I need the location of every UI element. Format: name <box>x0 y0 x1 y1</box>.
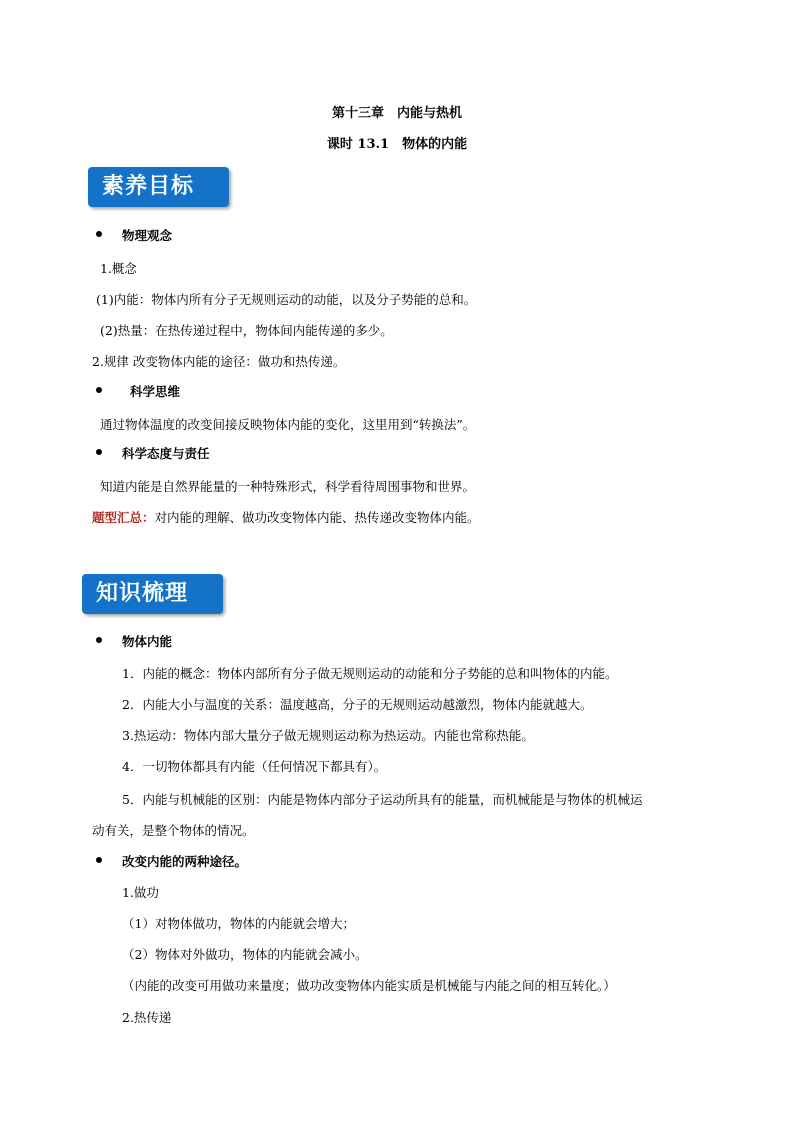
section-banner-knowledge-review: 知识梳理 <box>82 574 223 614</box>
summary-line <box>92 508 480 526</box>
chapter-title: 第十三章 内能与热机 <box>331 106 462 121</box>
concept-item-1: (1)内能：物体内所有分子无规则运动的动能，以及分子势能的总和。 <box>96 292 477 307</box>
attitude-text: 知道内能是自然界能量的一种特殊形式，科学看待周围事物和世界。 <box>100 479 476 494</box>
knowledge-item-5-line-1: 5．内能与机械能的区别：内能是物体内部分子运动所具有的能量，而机械能是与物体的机械运 <box>122 792 643 807</box>
bullet-title-internal-energy: 物体内能 <box>122 634 173 649</box>
bullet-icon <box>96 387 102 393</box>
knowledge-item-3: 3.热运动：物体内部大量分子做无规则运动称为热运动。内能也常称热能。 <box>122 728 534 743</box>
knowledge-item-2: 2．内能大小与温度的关系：温度越高，分子的无规则运动越激烈，物体内能就越大。 <box>122 697 593 712</box>
concept-label: 1.概念 <box>100 261 137 276</box>
summary-text: 对内能的理解、做功改变物体内能、热传递改变物体内能。 <box>154 510 480 525</box>
work-note: （内能的改变可用做功来量度；做功改变物体内能实质是机械能与内能之间的相互转化。） <box>122 978 616 993</box>
work-label: 1.做功 <box>122 885 159 900</box>
summary-label: 题型汇总： <box>92 510 155 525</box>
bullet-icon <box>96 857 102 863</box>
section-banner-literacy-goals: 素养目标 <box>88 167 229 207</box>
bullet-icon <box>96 449 102 455</box>
knowledge-item-1: 1．内能的概念：物体内部所有分子做无规则运动的动能和分子势能的总和叫物体的内能。 <box>122 666 618 681</box>
bullet-title-scientific-thinking: 科学思维 <box>130 384 181 399</box>
lesson-title: 课时 13.1 物体的内能 <box>326 137 468 152</box>
work-item-2: （2）物体对外做功，物体的内能就会减小。 <box>122 947 368 962</box>
work-item-1: （1）对物体做功，物体的内能就会增大； <box>122 916 355 931</box>
bullet-icon <box>96 231 102 237</box>
thinking-text: 通过物体温度的改变间接反映物体内能的变化，这里用到“转换法”。 <box>100 417 476 432</box>
heat-transfer-label: 2.热传递 <box>122 1010 172 1025</box>
bullet-title-two-ways: 改变内能的两种途径。 <box>122 854 248 869</box>
bullet-icon <box>96 637 102 643</box>
knowledge-item-4: 4．一切物体都具有内能（任何情况下都具有）。 <box>122 759 387 774</box>
bullet-title-physics-concept: 物理观念 <box>122 228 173 243</box>
knowledge-item-5-line-2: 动有关，是整个物体的情况。 <box>92 823 255 838</box>
concept-item-2: (2)热量：在热传递过程中，物体间内能传递的多少。 <box>100 323 393 338</box>
bullet-title-attitude: 科学态度与责任 <box>122 446 210 461</box>
law-text: 2.规律 改变物体内能的途径：做功和热传递。 <box>92 354 346 369</box>
